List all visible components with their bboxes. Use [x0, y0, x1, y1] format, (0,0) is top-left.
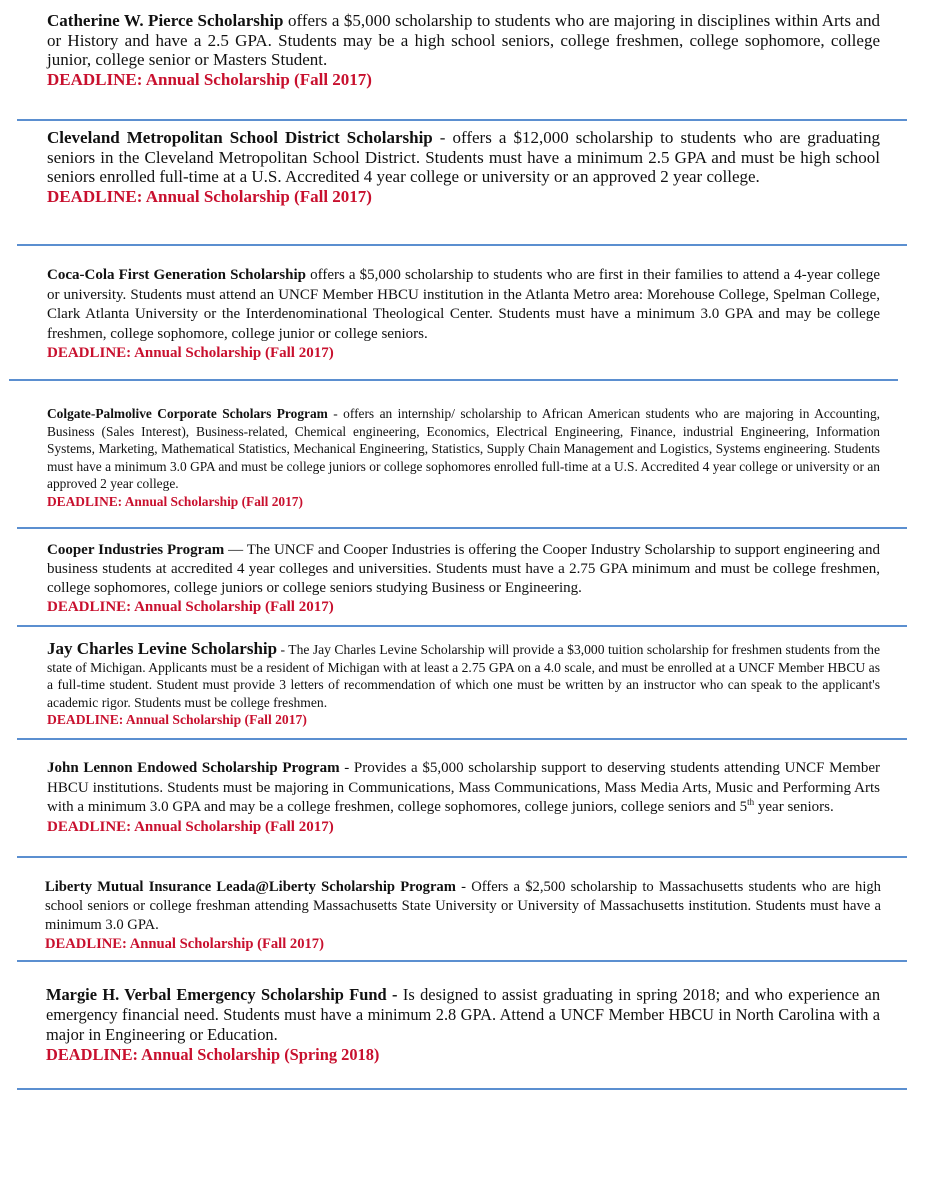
scholarship-entry	[46, 985, 880, 1065]
scholarship-entry	[45, 878, 881, 954]
scholarship-deadline: DEADLINE: Annual Scholarship (Spring 2018)	[46, 1045, 380, 1064]
scholarship-deadline: DEADLINE: Annual Scholarship (Fall 2017)	[47, 599, 334, 615]
scholarship-description	[47, 405, 880, 493]
scholarship-name: Coca-Cola First Generation Scholarship	[47, 267, 306, 283]
scholarship-name: Colgate-Palmolive Corporate Scholars Program	[47, 406, 328, 421]
scholarship-deadline: DEADLINE: Annual Scholarship (Fall 2017)	[45, 936, 324, 952]
scholarship-name: John Lennon Endowed Scholarship Program	[47, 760, 340, 776]
scholarship-description	[47, 541, 880, 598]
divider-line	[17, 738, 907, 740]
scholarship-name: Catherine W. Pierce Scholarship	[47, 11, 284, 30]
scholarship-description	[47, 759, 880, 818]
scholarship-text: — The UNCF and Cooper Industries is offering the Cooper Industry Scholarship to support engineering and business students at accredited 4 year colleges and universities. Students must have a 2.75 GPA minimum and must be college freshmen, college sophomores, college juniors or college seniors studying Business or Engineering.	[47, 542, 880, 596]
scholarship-text-end: year seniors.	[754, 799, 834, 815]
scholarship-description	[47, 266, 880, 344]
scholarship-deadline: DEADLINE: Annual Scholarship (Fall 2017)	[47, 818, 334, 835]
scholarship-description	[46, 985, 880, 1045]
scholarship-description	[47, 128, 880, 187]
divider-line	[17, 527, 907, 529]
scholarship-entry	[47, 266, 880, 364]
scholarship-deadline: DEADLINE: Annual Scholarship (Fall 2017)	[47, 493, 303, 509]
divider-line	[17, 625, 907, 627]
scholarship-deadline: DEADLINE: Annual Scholarship (Fall 2017)	[47, 69, 372, 89]
scholarship-name: Cooper Industries Program	[47, 542, 225, 558]
divider-line	[17, 244, 907, 246]
scholarship-description	[45, 878, 881, 935]
scholarship-text: - Offers a $2,500 scholarship to Massachusetts students who are high school seniors or college freshman attending Massachusetts State University or University of Massachusetts institution. Students must have a minimum 3.0 GPA.	[45, 879, 881, 933]
scholarship-name: Liberty Mutual Insurance Leada@Liberty Scholarship Program	[45, 879, 456, 895]
scholarship-text: Is designed to assist graduating in spring 2018; and who experience an emergency financial need. Students must have a minimum 2.8 GPA. Attend a UNCF Member HBCU in North Carolina with a major in Engineering or Education.	[46, 985, 881, 1044]
scholarship-name: Margie H. Verbal Emergency Scholarship Fund -	[46, 985, 398, 1004]
scholarship-description	[47, 640, 880, 711]
scholarship-text: offers a $5,000 scholarship to students who are majoring in disciplines within Arts and or History and have a 2.5 GPA. Students may be a high school seniors, college freshmen, college sophomore, college junior, college senior or Masters Student.	[47, 11, 881, 69]
scholarship-text: - Provides a $5,000 scholarship support to deserving students attending UNCF Member HBCU institutions. Students must be majoring in Communications, Mass Communications, Mass Media Arts, Music and Performing Arts with a minimum 3.0 GPA and may be a college freshmen, college sophomores, college juniors, college seniors and 5	[47, 760, 880, 815]
scholarship-deadline: DEADLINE: Annual Scholarship (Fall 2017)	[47, 345, 334, 361]
scholarship-text: - The Jay Charles Levine Scholarship will provide a $3,000 tuition scholarship for freshmen students from the state of Michigan. Applicants must be a resident of Michigan with at least a 2.75 GPA on a 4.0 scale, and must be enrolled at a UNCF Member HBCU as a full-time student. Student must provide 3 letters of recommendation of which one must be written by an instructor who can speak to the applicant's academic rigor. Students must be college freshmen.	[47, 642, 881, 710]
divider-line	[17, 856, 907, 858]
scholarship-entry	[47, 405, 880, 511]
scholarship-entry	[47, 759, 880, 837]
scholarship-deadline: DEADLINE: Annual Scholarship (Fall 2017)	[47, 186, 372, 206]
divider-line	[17, 960, 907, 962]
scholarship-name: Cleveland Metropolitan School District Scholarship	[47, 128, 433, 147]
scholarship-entry	[47, 128, 880, 206]
scholarship-description	[47, 11, 880, 70]
scholarship-deadline: DEADLINE: Annual Scholarship (Fall 2017)	[47, 712, 307, 727]
scholarship-name: Jay Charles Levine Scholarship	[47, 639, 278, 658]
ordinal-superscript: th	[747, 797, 755, 807]
scholarship-text: offers a $5,000 scholarship to students who are first in their families to attend a 4-year college or university. Students must attend an UNCF Member HBCU institution in the Atlanta Metro area: Morehouse College, Spelman College, Clark Atlanta University or the Interdenominational Theological Center. Students must have a minimum 3.0 GPA and may be college freshmen, college sophomore, college junior or college seniors.	[47, 267, 880, 342]
scholarship-entry	[47, 11, 880, 89]
scholarship-entry	[47, 541, 880, 617]
scholarship-text: - offers an internship/ scholarship to African American students who are majoring in Accounting, Business (Sales Interest), Business-related, Chemical engineering, Economics, Electrical Engineering, Finance, industrial Engineering, Information Systems, Marketing, Mathematical Statistics, Mechanical Engineering, Statistics, Supply Chain Management and Logistics, Systems engineering. Students must have a minimum 3.0 GPA and must be college juniors or college sophomores enrolled full-time at a U.S. Accredited 4 year college or university or an approved 2 year college.	[47, 406, 880, 492]
scholarship-text: - offers a $12,000 scholarship to students who are graduating seniors in the Cleveland Metropolitan School District. Students must have a minimum 2.5 GPA and must be high school seniors enrolled full-time at a U.S. Accredited 4 year college or university or an approved 2 year college.	[47, 128, 880, 186]
divider-line	[17, 119, 907, 121]
divider-line	[9, 379, 898, 381]
scholarship-entry	[47, 640, 880, 729]
divider-line	[17, 1088, 907, 1090]
